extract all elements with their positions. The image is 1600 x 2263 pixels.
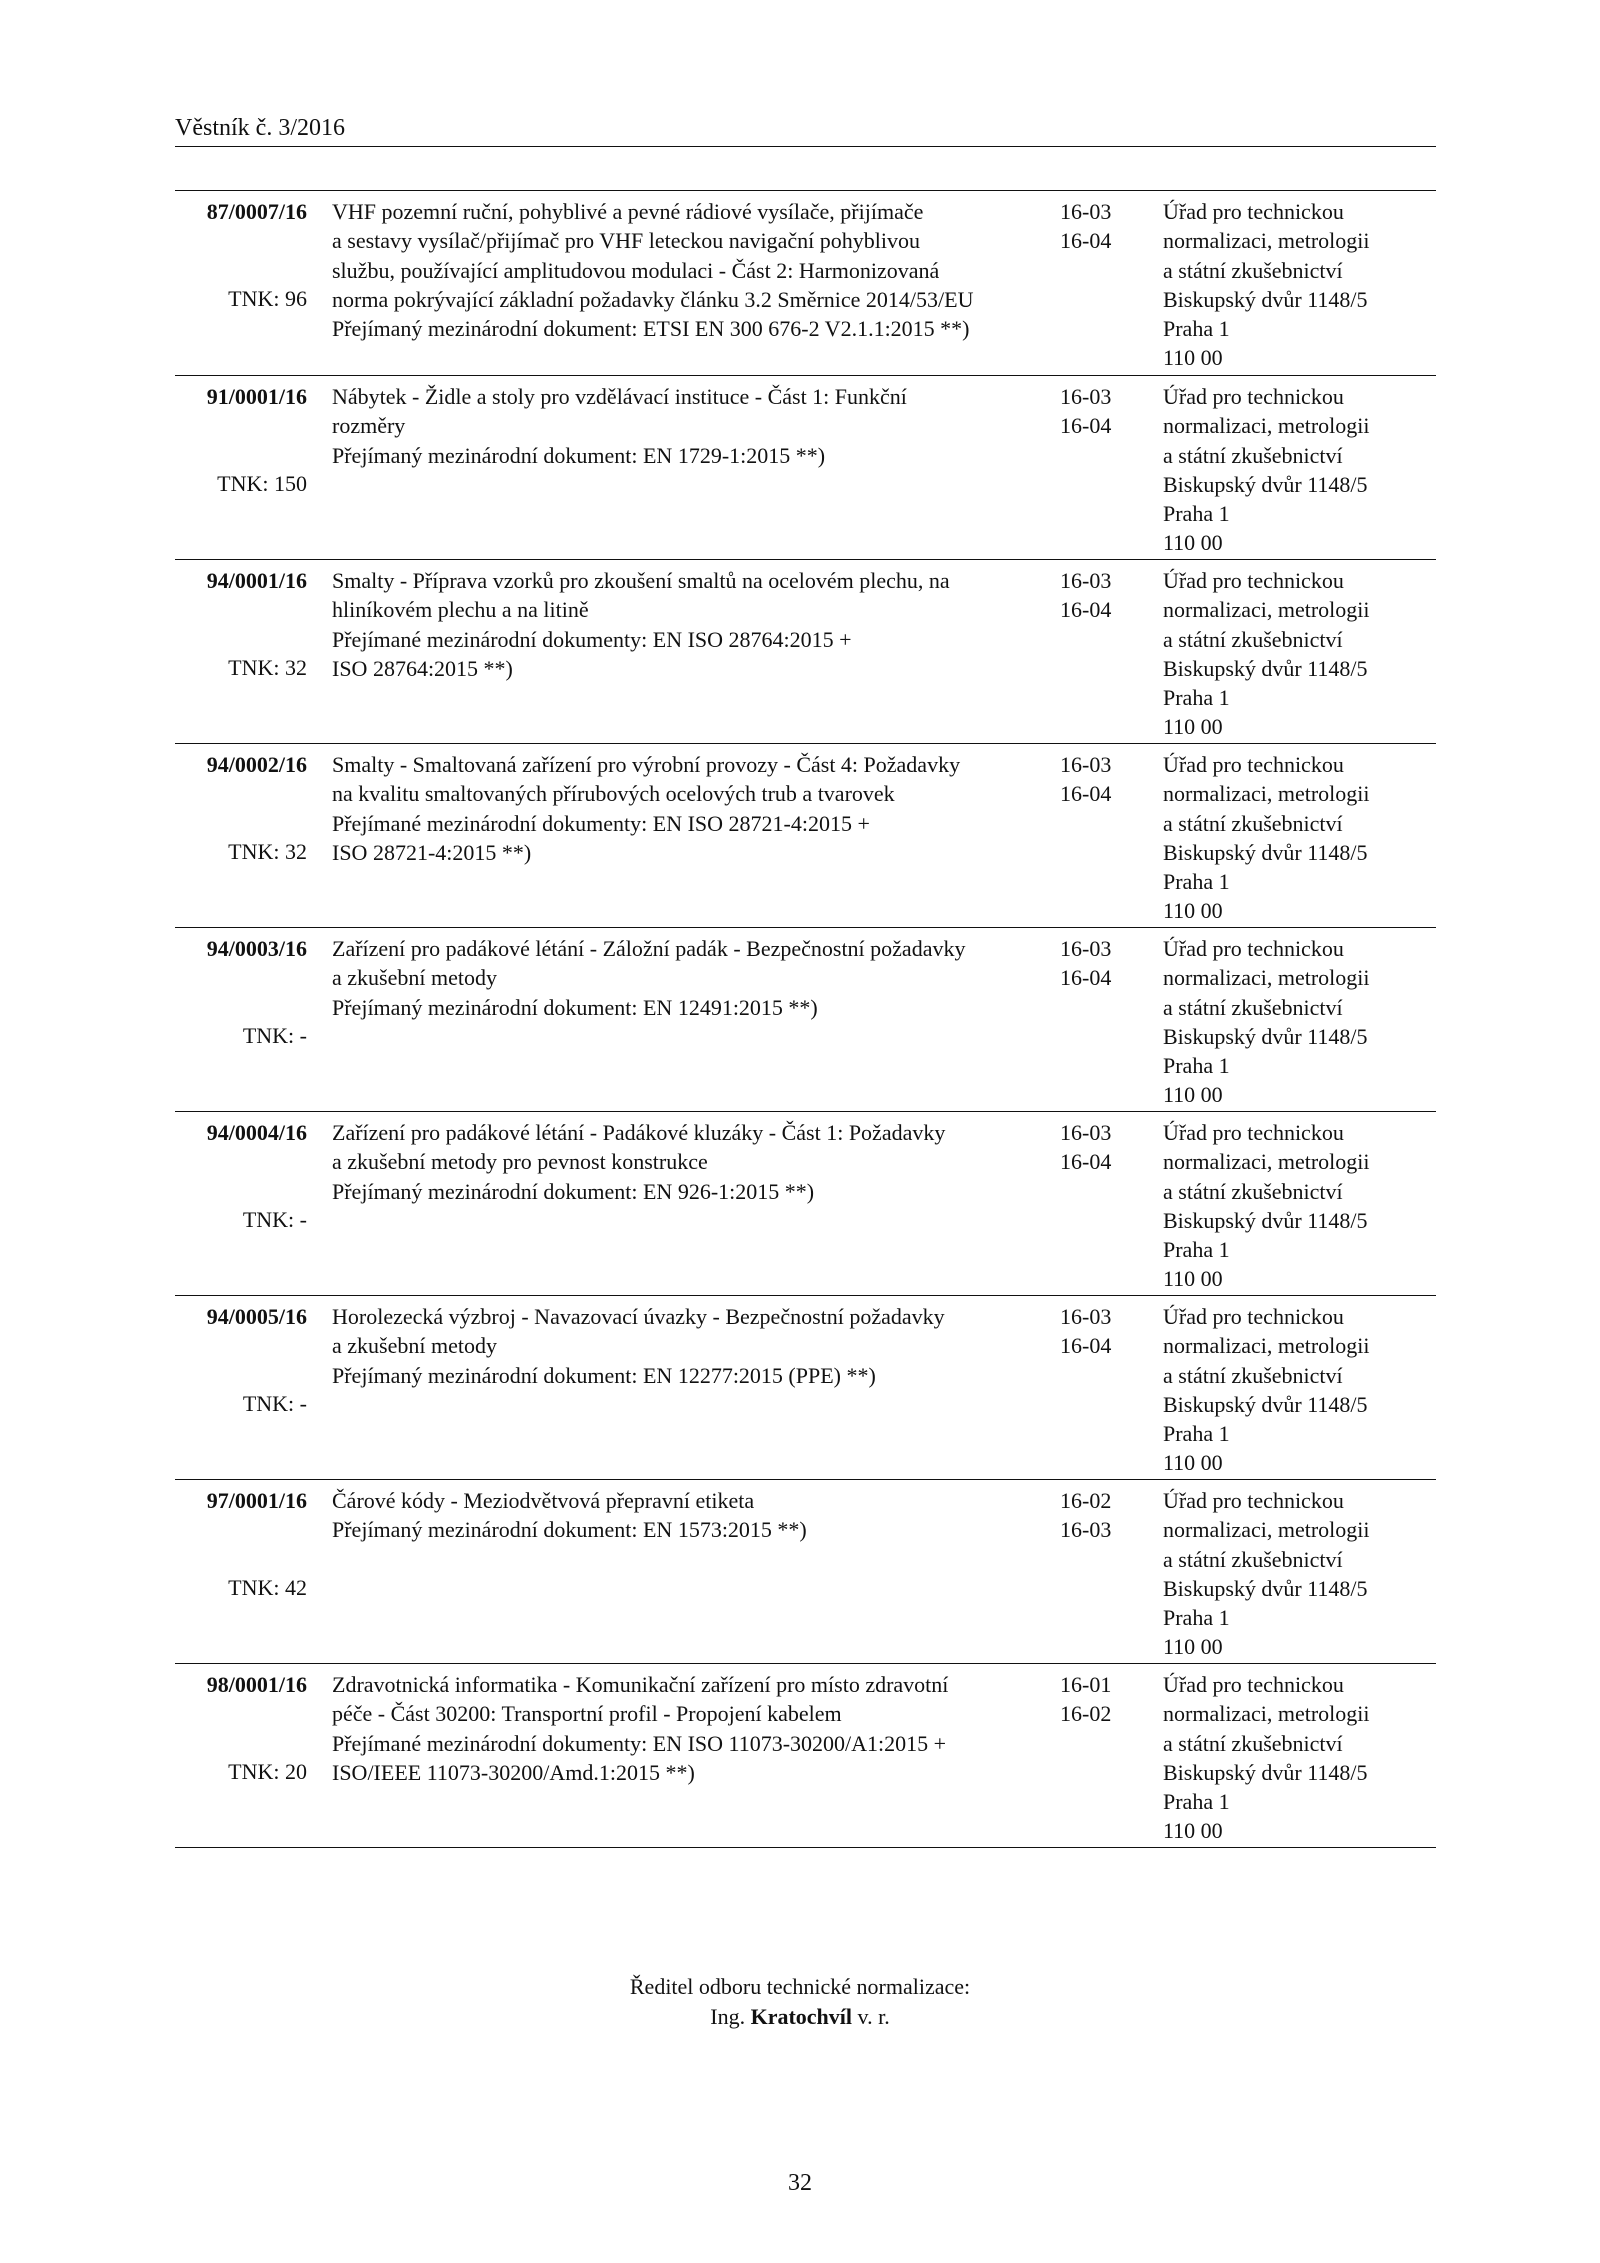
signature-role: Ředitel odboru technické normalizace: (629, 1974, 971, 1999)
standard-title-cell (332, 197, 1052, 343)
codes-cell (1060, 1486, 1160, 1545)
codes-cell (1060, 1302, 1160, 1361)
table-row (175, 1479, 1436, 1663)
standard-title-cell (332, 750, 1052, 867)
codes-cell (1060, 1118, 1160, 1177)
office-line: Biskupský dvůr 1148/5 (1163, 655, 1368, 681)
publication-title: Věstník č. 3/2016 (175, 115, 345, 141)
title-line: ISO 28764:2015 **) (332, 655, 513, 681)
notification-number: 91/0001/16 (206, 384, 307, 409)
code: 16-02 (1060, 1701, 1112, 1727)
office-line: Úřad pro technickou (1163, 1488, 1344, 1513)
office-line: 110 00 (1163, 1082, 1223, 1108)
standard-title-cell (332, 1118, 1052, 1206)
title-line: Přejímané mezinárodní dokumenty: EN ISO 28764:2015 + (332, 626, 852, 652)
tnk-label: TNK: - (242, 1391, 307, 1416)
tnk-label: TNK: 32 (228, 655, 307, 680)
title-line: Smalty - Příprava vzorků pro zkoušení smaltů na ocelovém plechu, na (332, 568, 950, 593)
office-line: normalizaci, metrologii (1163, 413, 1370, 439)
title-line: Smalty - Smaltovaná zařízení pro výrobní provozy - Část 4: Požadavky (332, 752, 961, 777)
office-line: normalizaci, metrologii (1163, 597, 1370, 623)
office-line: normalizaci, metrologii (1163, 781, 1370, 807)
code: 16-03 (1060, 568, 1112, 593)
row-id-cell (175, 1486, 307, 1602)
office-cell (1163, 750, 1433, 926)
office-line: Úřad pro technickou (1163, 1120, 1344, 1145)
office-line: Praha 1 (1163, 1421, 1230, 1447)
table-row (175, 1295, 1436, 1479)
table-row (175, 559, 1436, 743)
standards-table (175, 190, 1436, 1848)
office-cell (1163, 1486, 1433, 1662)
title-line: ISO/IEEE 11073-30200/Amd.1:2015 **) (332, 1759, 695, 1785)
office-line: 110 00 (1163, 1266, 1223, 1292)
codes-cell (1060, 934, 1160, 993)
office-line: Biskupský dvůr 1148/5 (1163, 1391, 1368, 1417)
office-line: Úřad pro technickou (1163, 1672, 1344, 1697)
codes-cell (1060, 197, 1160, 256)
code: 16-04 (1060, 413, 1112, 439)
office-line: 110 00 (1163, 530, 1223, 556)
office-line: normalizaci, metrologii (1163, 1701, 1370, 1727)
codes-cell (1060, 382, 1160, 441)
title-line: a sestavy vysílač/přijímač pro VHF leteckou navigační pohyblivou (332, 228, 920, 254)
office-line: 110 00 (1163, 1634, 1223, 1660)
title-line: péče - Část 30200: Transportní profil - Propojení kabelem (332, 1701, 842, 1727)
office-line: Biskupský dvůr 1148/5 (1163, 839, 1368, 865)
title-line: Přejímaný mezinárodní dokument: EN 1729-1:2015 **) (332, 442, 826, 468)
tnk-label: TNK: 96 (228, 286, 307, 311)
code: 16-03 (1060, 199, 1112, 224)
office-cell (1163, 1118, 1433, 1294)
signature-name-line (0, 2002, 1600, 2032)
table-row (175, 743, 1436, 927)
office-line: Biskupský dvůr 1148/5 (1163, 1759, 1368, 1785)
code: 16-02 (1060, 1488, 1112, 1513)
title-line: a zkušební metody (332, 965, 497, 991)
office-line: a státní zkušebnictví (1163, 1362, 1343, 1388)
code: 16-04 (1060, 965, 1112, 991)
tnk-label: TNK: 32 (228, 839, 307, 864)
table-row (175, 927, 1436, 1111)
office-line: Praha 1 (1163, 1789, 1230, 1815)
code: 16-04 (1060, 1149, 1112, 1175)
title-line: hliníkovém plechu a na litině (332, 597, 589, 623)
office-line: normalizaci, metrologii (1163, 228, 1370, 254)
title-line: norma pokrývající základní požadavky článku 3.2 Směrnice 2014/53/EU (332, 286, 974, 312)
title-line: Přejímaný mezinárodní dokument: EN 12277:2015 (PPE) **) (332, 1362, 876, 1388)
office-line: Praha 1 (1163, 1605, 1230, 1631)
title-line: Přejímané mezinárodní dokumenty: EN ISO 11073-30200/A1:2015 + (332, 1730, 947, 1756)
code: 16-03 (1060, 1517, 1112, 1543)
office-line: Praha 1 (1163, 316, 1230, 342)
title-line: Horolezecká výzbroj - Navazovací úvazky - Bezpečnostní požadavky (332, 1304, 945, 1329)
code: 16-03 (1060, 936, 1112, 961)
code: 16-03 (1060, 1120, 1112, 1145)
title-line: službu, používající amplitudovou modulaci - Část 2: Harmonizovaná (332, 257, 940, 283)
code: 16-03 (1060, 1304, 1112, 1329)
office-line: normalizaci, metrologii (1163, 1333, 1370, 1359)
notification-number: 94/0005/16 (206, 1304, 307, 1329)
title-line: na kvalitu smaltovaných přírubových ocelových trub a tvarovek (332, 781, 895, 807)
office-line: Biskupský dvůr 1148/5 (1163, 1575, 1368, 1601)
title-line: Přejímaný mezinárodní dokument: EN 1573:2015 **) (332, 1517, 807, 1543)
codes-cell (1060, 1670, 1160, 1729)
office-line: Praha 1 (1163, 1053, 1230, 1079)
office-line: a státní zkušebnictví (1163, 994, 1343, 1020)
office-line: Praha 1 (1163, 501, 1230, 527)
standard-title-cell (332, 1486, 1052, 1545)
title-line: Zařízení pro padákové létání - Padákové kluzáky - Část 1: Požadavky (332, 1120, 946, 1145)
title-line: Přejímaný mezinárodní dokument: EN 12491:2015 **) (332, 994, 818, 1020)
office-cell (1163, 934, 1433, 1110)
row-id-cell (175, 1118, 307, 1234)
office-line: normalizaci, metrologii (1163, 1517, 1370, 1543)
code: 16-04 (1060, 781, 1112, 807)
office-line: a státní zkušebnictví (1163, 810, 1343, 836)
row-id-cell (175, 934, 307, 1050)
notification-number: 94/0001/16 (206, 568, 307, 593)
office-line: 110 00 (1163, 1818, 1223, 1844)
page-number: 32 (788, 2170, 812, 2196)
notification-number: 97/0001/16 (206, 1488, 307, 1513)
office-line: a státní zkušebnictví (1163, 1730, 1343, 1756)
notification-number: 98/0001/16 (206, 1672, 307, 1697)
row-id-cell (175, 1670, 307, 1786)
code: 16-01 (1060, 1672, 1112, 1697)
table-row (175, 1663, 1436, 1847)
title-line: Zařízení pro padákové létání - Záložní padák - Bezpečnostní požadavky (332, 936, 966, 961)
office-line: 110 00 (1163, 898, 1223, 924)
tnk-label: TNK: 42 (228, 1575, 307, 1600)
signature-name: Kratochvíl (750, 2004, 853, 2029)
title-line: Zdravotnická informatika - Komunikační zařízení pro místo zdravotní (332, 1672, 949, 1697)
title-line: VHF pozemní ruční, pohyblivé a pevné rádiové vysílače, přijímače (332, 199, 924, 224)
office-line: Praha 1 (1163, 685, 1230, 711)
notification-number: 94/0003/16 (206, 936, 307, 961)
table-row (175, 1111, 1436, 1295)
office-cell (1163, 197, 1433, 373)
office-line: Úřad pro technickou (1163, 1304, 1344, 1329)
standard-title-cell (332, 382, 1052, 470)
notification-number: 87/0007/16 (206, 199, 307, 224)
office-line: Biskupský dvůr 1148/5 (1163, 1023, 1368, 1049)
office-line: a státní zkušebnictví (1163, 1546, 1343, 1572)
office-line: Úřad pro technickou (1163, 568, 1344, 593)
office-cell (1163, 1670, 1433, 1846)
signature-suffix: v. r. (857, 2004, 890, 2029)
code: 16-04 (1060, 597, 1112, 623)
row-id-cell (175, 1302, 307, 1418)
codes-cell (1060, 750, 1160, 809)
office-line: 110 00 (1163, 714, 1223, 740)
title-line: rozměry (332, 413, 406, 439)
office-line: Úřad pro technickou (1163, 384, 1344, 409)
notification-number: 94/0004/16 (206, 1120, 307, 1145)
standard-title-cell (332, 934, 1052, 1022)
row-id-cell (175, 566, 307, 682)
office-line: Biskupský dvůr 1148/5 (1163, 471, 1368, 497)
office-line: a státní zkušebnictví (1163, 442, 1343, 468)
notification-number: 94/0002/16 (206, 752, 307, 777)
title-line: Přejímané mezinárodní dokumenty: EN ISO 28721-4:2015 + (332, 810, 870, 836)
code: 16-04 (1060, 228, 1112, 254)
office-line: a státní zkušebnictví (1163, 626, 1343, 652)
office-line: Biskupský dvůr 1148/5 (1163, 1207, 1368, 1233)
office-line: a státní zkušebnictví (1163, 1178, 1343, 1204)
office-line: 110 00 (1163, 345, 1223, 371)
row-id-cell (175, 750, 307, 866)
signature-block (0, 1972, 1600, 2032)
title-line: Přejímaný mezinárodní dokument: ETSI EN 300 676-2 V2.1.1:2015 **) (332, 316, 970, 342)
table-row (175, 375, 1436, 559)
office-line: Biskupský dvůr 1148/5 (1163, 286, 1368, 312)
office-line: Úřad pro technickou (1163, 752, 1344, 777)
row-id-cell (175, 197, 307, 313)
title-line: Čárové kódy - Meziodvětvová přepravní etiketa (332, 1488, 755, 1513)
code: 16-03 (1060, 752, 1112, 777)
code: 16-03 (1060, 384, 1112, 409)
signature-prefix: Ing. (710, 2004, 746, 2029)
title-line: a zkušební metody pro pevnost konstrukce (332, 1149, 708, 1175)
office-cell (1163, 1302, 1433, 1478)
tnk-label: TNK: - (242, 1023, 307, 1048)
title-line: a zkušební metody (332, 1333, 497, 1359)
code: 16-04 (1060, 1333, 1112, 1359)
page-header (175, 112, 1436, 147)
table-row (175, 191, 1436, 375)
office-line: normalizaci, metrologii (1163, 1149, 1370, 1175)
office-cell (1163, 382, 1433, 558)
office-line: Praha 1 (1163, 1237, 1230, 1263)
office-line: Praha 1 (1163, 869, 1230, 895)
title-line: ISO 28721-4:2015 **) (332, 839, 532, 865)
tnk-label: TNK: 150 (217, 471, 307, 496)
standard-title-cell (332, 1670, 1052, 1787)
office-line: 110 00 (1163, 1450, 1223, 1476)
office-line: Úřad pro technickou (1163, 936, 1344, 961)
tnk-label: TNK: - (242, 1207, 307, 1232)
office-line: normalizaci, metrologii (1163, 965, 1370, 991)
standard-title-cell (332, 566, 1052, 683)
standard-title-cell (332, 1302, 1052, 1390)
title-line: Přejímaný mezinárodní dokument: EN 926-1:2015 **) (332, 1178, 815, 1204)
row-id-cell (175, 382, 307, 498)
office-cell (1163, 566, 1433, 742)
office-line: Úřad pro technickou (1163, 199, 1344, 224)
codes-cell (1060, 566, 1160, 625)
title-line: Nábytek - Židle a stoly pro vzdělávací instituce - Část 1: Funkční (332, 384, 907, 409)
tnk-label: TNK: 20 (228, 1759, 307, 1784)
office-line: a státní zkušebnictví (1163, 257, 1343, 283)
